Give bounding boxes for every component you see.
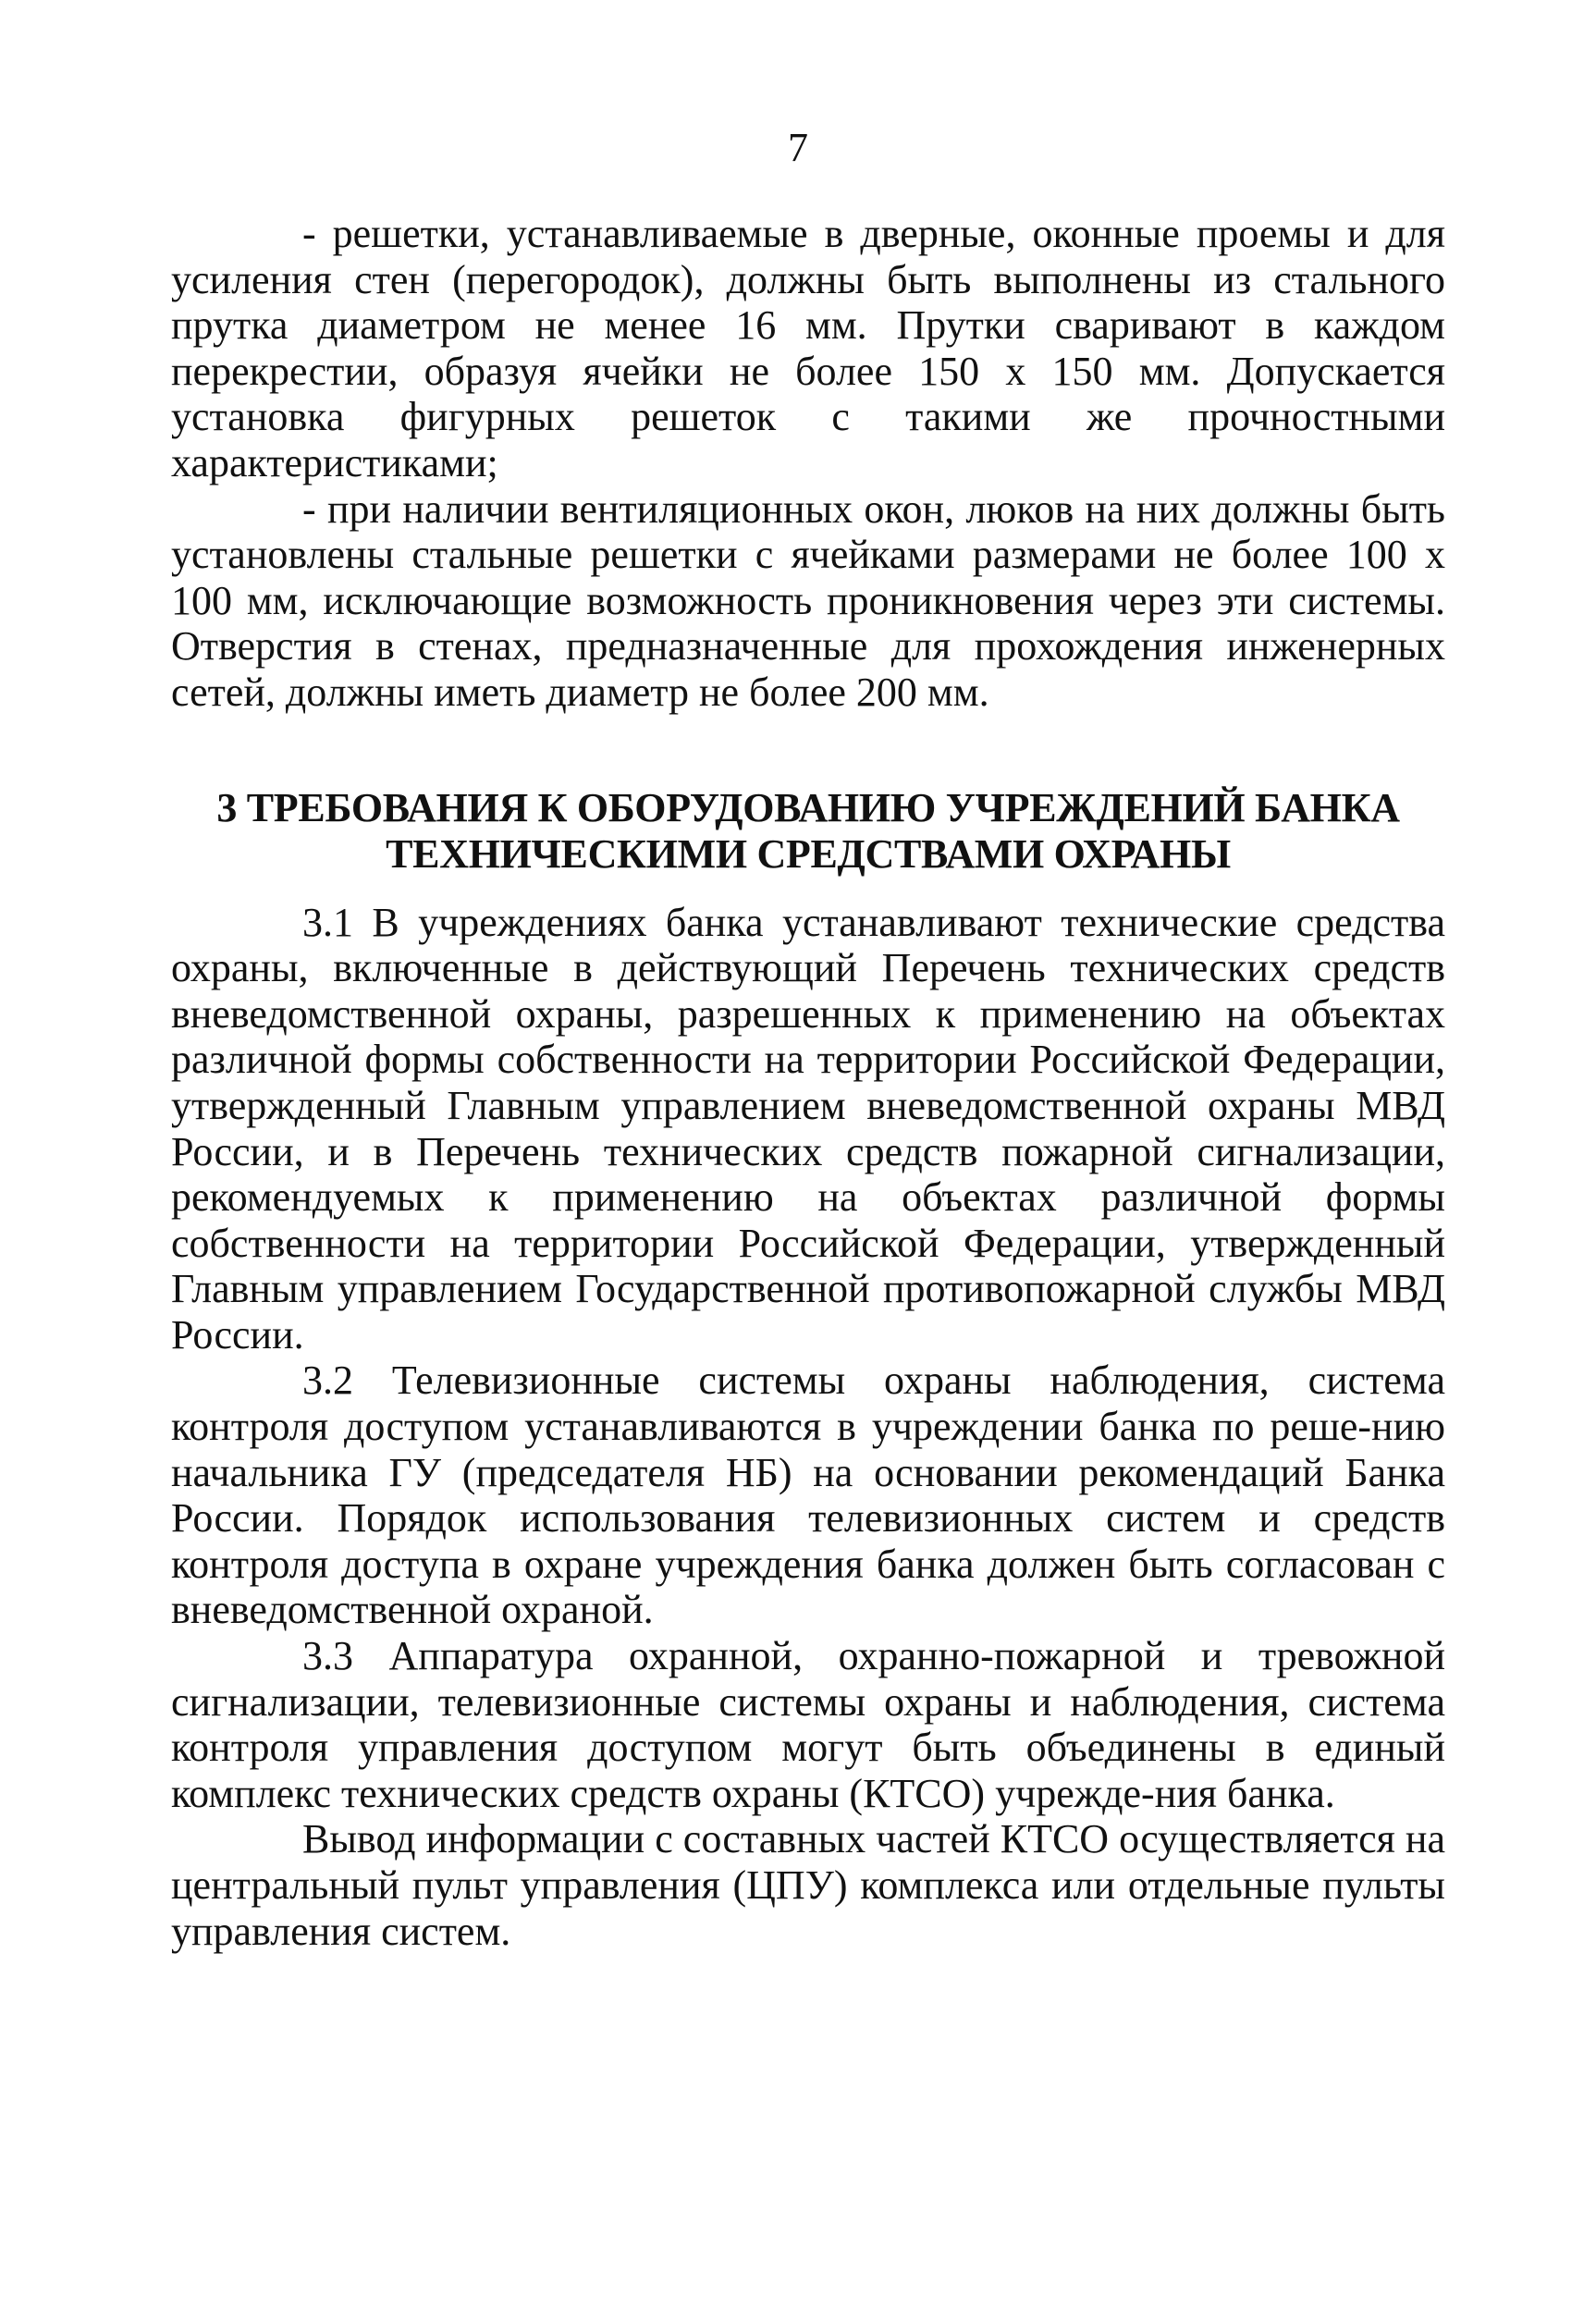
document-body xyxy=(171,211,1445,1954)
paragraph-ventilation-requirements: - при наличии вентиляционных окон, люков на них должны быть установлены стальные решетки с ячейками размерами не более 100 х 100 мм, исключающие возможность проникновения через эти системы. Отверстия в стенах, предназначенные для прохождения инженерных сетей, должны иметь диаметр не более 200 мм. xyxy=(171,485,1445,715)
paragraph-ktso-output: Вывод информации с составных частей КТСО осуществляется на центральный пульт управления (ЦПУ) комплекса или отдельные пульты управления систем. xyxy=(171,1816,1445,1954)
paragraph-3-1: 3.1 В учреждениях банка устанавливают технические средства охраны, включенные в действующий Перечень технических средств вневедомственной охраны, разрешенных к применению на объектах различной формы собственности на территории Российской Федерации, утвержденный Главным управлением вневедомственной охраны МВД России, и в Перечень технических средств пожарной сигнализации, рекомендуемых к применению на объектах различной формы собственности на территории Российской Федерации, утвержденный Главным управлением Государственной противопожарной службы МВД России. xyxy=(171,899,1445,1358)
paragraph-bars-requirements: - решетки, устанавливаемые в дверные, оконные проемы и для усиления стен (перегородок), должны быть выполнены из стального прутка диаметром не менее 16 мм. Прутки сваривают в каждом перекрестии, образуя ячейки не более 150 х 150 мм. Допускается установка фигурных решеток с такими же прочностными характеристиками; xyxy=(171,211,1445,485)
paragraph-3-2: 3.2 Телевизионные системы охраны наблюдения, система контроля доступом устанавливаются в учреждении банка по реше-нию начальника ГУ (председателя НБ) на основании рекомендаций Банка России. Порядок использования телевизионных систем и средств контроля доступа в охране учреждения банка должен быть согласован с вневедомственной охраной. xyxy=(171,1358,1445,1633)
paragraph-3-3: 3.3 Аппаратура охранной, охранно-пожарной и тревожной сигнализации, телевизионные системы охраны и наблюдения, система контроля управления доступом могут быть объединены в единый комплекс технических средств охраны (КТСО) учрежде-ния банка. xyxy=(171,1633,1445,1816)
section-heading-line-2: ТЕХНИЧЕСКИМИ СРЕДСТВАМИ ОХРАНЫ xyxy=(386,830,1231,877)
page-number: 7 xyxy=(788,125,808,170)
section-heading xyxy=(171,785,1445,878)
section-heading-line-1: 3 ТРЕБОВАНИЯ К ОБОРУДОВАНИЮ УЧРЕЖДЕНИЙ БАНКА xyxy=(216,784,1400,830)
